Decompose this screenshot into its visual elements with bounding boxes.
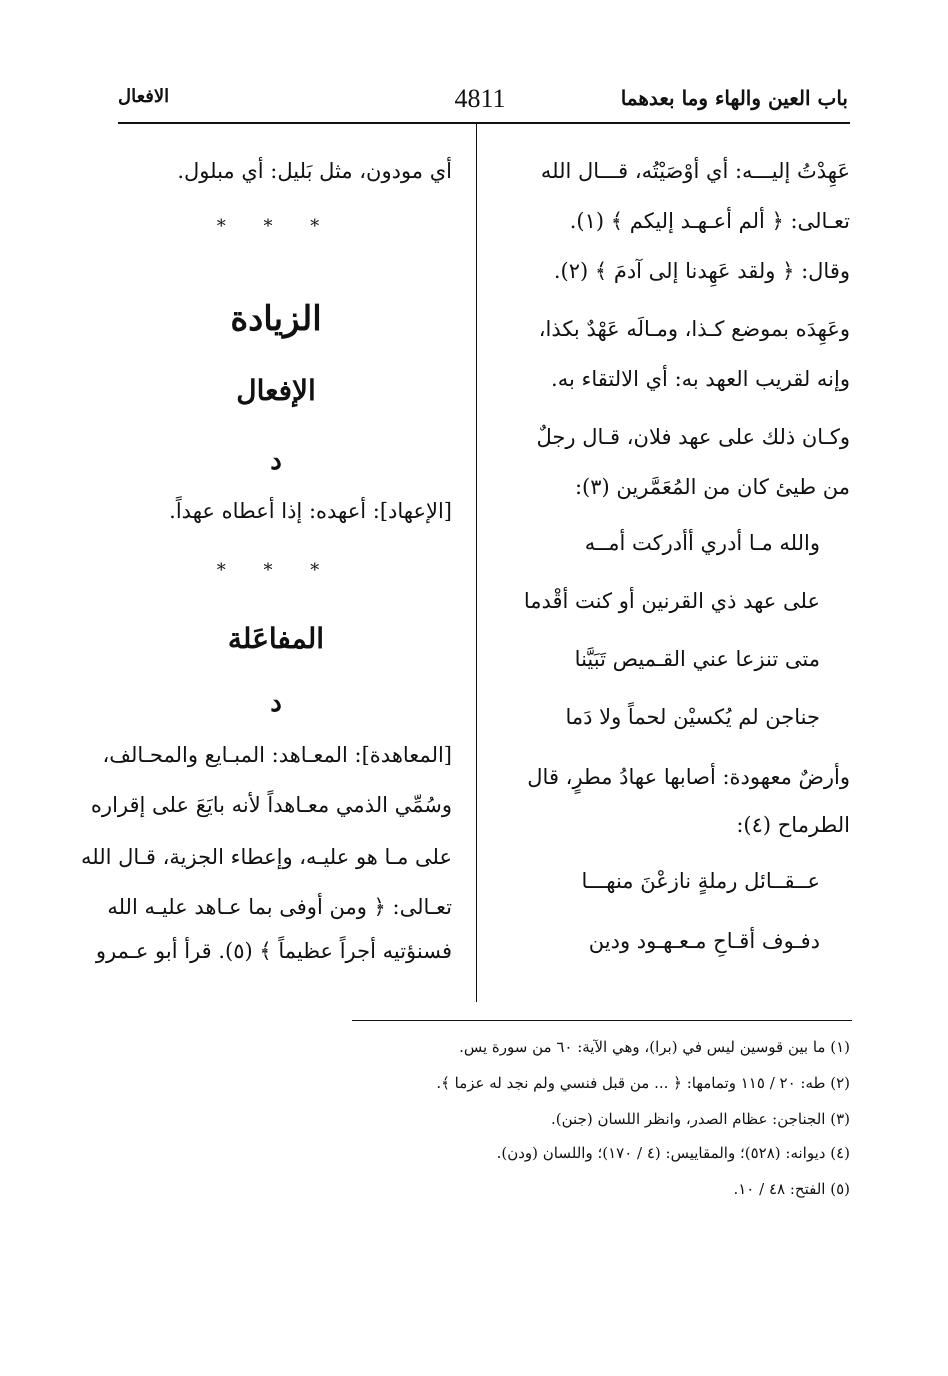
footnote: (٥) الفتح: ٤٨ / ١٠. — [733, 1180, 850, 1198]
header-rule — [118, 122, 850, 124]
verse-line: على عهد ذي القرنين أو كنت أقْدما — [523, 589, 820, 613]
page-number: 4811 — [454, 84, 506, 113]
footnote: (٢) طه: ٢٠ / ١١٥ وتمامها: ﴿ ... من قبل فنسي ولم نجد له عزما ﴾. — [436, 1074, 850, 1092]
text-line: أي مودون، مثل بَليل: أي مبلول. — [177, 159, 452, 183]
verse-line: عــقــائل رملةٍ نازعْنَ منهـــا — [581, 869, 820, 893]
text-line: وقال: ﴿ ولقد عَهِدنا إلى آدمَ ﴾ (٢). — [553, 259, 850, 283]
subsection-title: المفاعَلة — [227, 622, 325, 655]
footnote: (٣) الجناجن: عظام الصدر، وانظر اللسان (جنن). — [551, 1110, 850, 1128]
verse-line: والله مـا أدري أأدركت أمــه — [584, 531, 820, 555]
verse-line: متى تنزعا عني القـميص تَبَيَّنا — [574, 647, 820, 671]
verse-line: جناجن لم يُكسيْن لحماً ولا دَما — [565, 705, 820, 729]
running-header-left: الافعال — [118, 86, 170, 107]
footnote: (١) ما بين قوسين ليس في (برا)، وهي الآية: ٦٠ من سورة يس. — [459, 1038, 850, 1056]
entry-line: [الإعهاد]: أعهده: إذا أعطاه عهداً. — [169, 499, 452, 523]
text-line: وسُمِّي الذمي معـاهداً لأنه بايَعَ على إقراره — [90, 793, 452, 817]
text-line: تعـالى: ﴿ ومن أوفى بما عـاهد عليـه الله — [107, 895, 452, 919]
text-line: وإنه لقريب العهد به: أي الالتقاء به. — [551, 367, 850, 391]
text-line: وأرضٌ معهودة: أصابها عهادُ مطرٍ، قال — [527, 765, 850, 789]
text-line: تعـالى: ﴿ ألم أعـهـد إليكم ﴾ (١). — [569, 209, 850, 233]
footnote-rule — [352, 1020, 852, 1021]
footnote: (٤) ديوانه: (٥٢٨)؛ والمقاييس: (٤ / ١٧٠)؛ واللسان (ودن). — [496, 1144, 850, 1162]
verse-line: دفـوف أقـاحِ مـعـهـود ودين — [588, 929, 820, 953]
text-line: وكـان ذلك على عهد فلان، قـال رجلٌ — [536, 425, 850, 449]
text-line: [المعاهدة]: المعـاهد: المبـايع والمحـالف، — [102, 743, 452, 767]
section-title: الزيادة — [230, 299, 322, 339]
separator-stars: * * * — [216, 216, 336, 237]
running-header-right: باب العين والهاء وما بعدهما — [620, 86, 848, 110]
column-divider — [476, 124, 477, 1002]
separator-stars: * * * — [216, 560, 336, 581]
text-line: فسنؤتيه أجراً عظيماً ﴾ (٥). قرأ أبو عـمرو — [95, 939, 452, 963]
text-line: على مـا هو عليـه، وإعطاء الجزية، قـال الله — [81, 845, 452, 869]
subsection-title: الإفعال — [236, 374, 316, 407]
root-letter: د — [270, 446, 282, 476]
text-line: عَهِدْتُ إليـــه: أي أوْصَيْتُه، قـــال الله — [540, 159, 850, 183]
root-letter: د — [270, 688, 282, 718]
text-line: وعَهِدَه بموضع كـذا، ومـالَه عَهْدٌ بكذا، — [538, 317, 850, 341]
text-line: من طيئ كان من المُعَمَّرين (٣): — [574, 475, 850, 499]
text-line: الطرماح (٤): — [736, 813, 850, 837]
